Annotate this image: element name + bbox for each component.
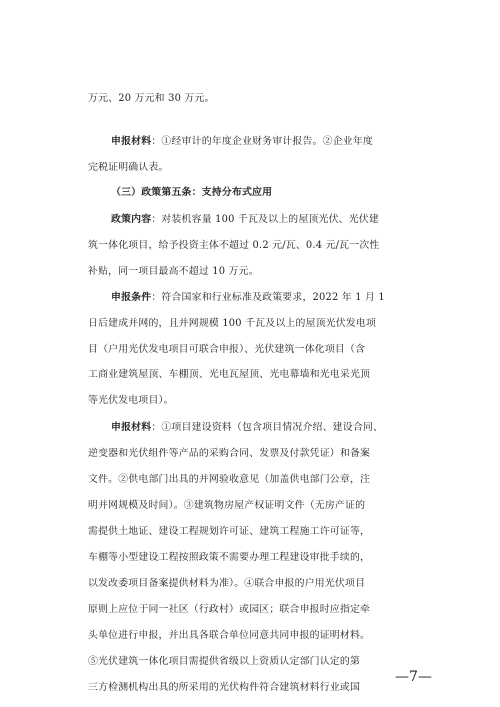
heading-text: （三）政策第五条：支持分布式应用 (111, 187, 273, 198)
line-text: 逆变器和光伏组件等产品的采购合同、发票及付款凭证）和备案 (88, 448, 371, 459)
section-heading (111, 183, 441, 203)
line-text: 头单位进行申报，并出具各联合单位同意共同申报的证明材料。 (88, 630, 371, 641)
line-text: ：①经审计的年度企业财务审计报告。②企业年度 (151, 136, 373, 147)
text-line (88, 158, 418, 178)
line-text: 工商业建筑屋顶、车棚顶、光电瓦屋顶、光电幕墙和光电采光顶 (88, 369, 371, 380)
text-line (88, 678, 418, 698)
line-text: 筑一体化项目，给予投资主体不超过 0.2 元/瓦、0.4 元/瓦一次性 (88, 240, 380, 251)
page-number: —7— (395, 669, 432, 685)
text-line (88, 365, 418, 385)
line-text: 明并网规模及时间）。③建筑物房屋产权证明文件（无房产证的 (88, 500, 366, 511)
text-line (88, 391, 418, 411)
line-text: 以发改委项目备案提供材料为准）。④联合申报的户用光伏项目 (88, 578, 366, 589)
paragraph-label: 申报条件 (111, 292, 152, 303)
paragraph-label: 申报材料 (111, 422, 152, 433)
line-text: 三方检测机构出具的所采用的光伏构件符合建筑材料行业或国 (88, 682, 361, 693)
text-line (88, 600, 418, 620)
line-text: 补贴，同一项目最高不超过 10 万元。 (88, 266, 259, 277)
line-text: 日后建成并网的，且并网规模 100 千瓦及以上的屋顶光伏发电项 (88, 318, 377, 329)
line-text: 目（户用光伏发电项目可联合申报）、光伏建筑一体化项目（含 (88, 344, 366, 355)
text-line (88, 548, 418, 568)
paragraph-label: 政策内容 (111, 214, 152, 225)
line-text: 完税证明确认表。 (88, 162, 169, 173)
line-text: ：①项目建设资料（包含项目情况介绍、建设合同、 (151, 422, 384, 433)
text-line (88, 236, 418, 256)
line-text: 等光伏发电项目）。 (88, 395, 174, 406)
text-line (111, 418, 441, 438)
line-text: 文件。②供电部门出具的并网验收意见（加盖供电部门公章，注 (88, 474, 371, 485)
text-line (88, 470, 418, 490)
text-line (88, 626, 418, 646)
line-text: ⑤光伏建筑一体化项目需提供省级以上资质认定部门认定的第 (88, 656, 361, 667)
paragraph-label: 申报材料 (111, 136, 152, 147)
line-text: 万元、20 万元和 30 万元。 (88, 93, 215, 104)
text-line (88, 262, 418, 282)
line-text: 车棚等小型建设工程按照政策不需要办理工程建设审批手续的， (88, 552, 371, 563)
text-line (111, 288, 441, 308)
text-line (88, 444, 418, 464)
text-line (88, 340, 418, 360)
line-text: 原则上应位于同一社区（行政村）或园区；联合申报时应指定牵 (88, 604, 371, 615)
line-text: ：符合国家和行业标准及政策要求，2022 年 1 月 1 (151, 292, 385, 303)
text-line (88, 522, 418, 542)
line-text: ：对装机容量 100 千瓦及以上的屋顶光伏、光伏建 (151, 214, 379, 225)
text-line (111, 210, 441, 230)
text-line (88, 314, 418, 334)
text-line (111, 132, 441, 152)
text-line (88, 652, 418, 672)
line-text: 需提供土地证、建设工程规划许可证、建筑工程施工许可证等， (88, 526, 371, 537)
text-line (88, 574, 418, 594)
text-line (88, 89, 418, 109)
text-line (88, 496, 418, 516)
